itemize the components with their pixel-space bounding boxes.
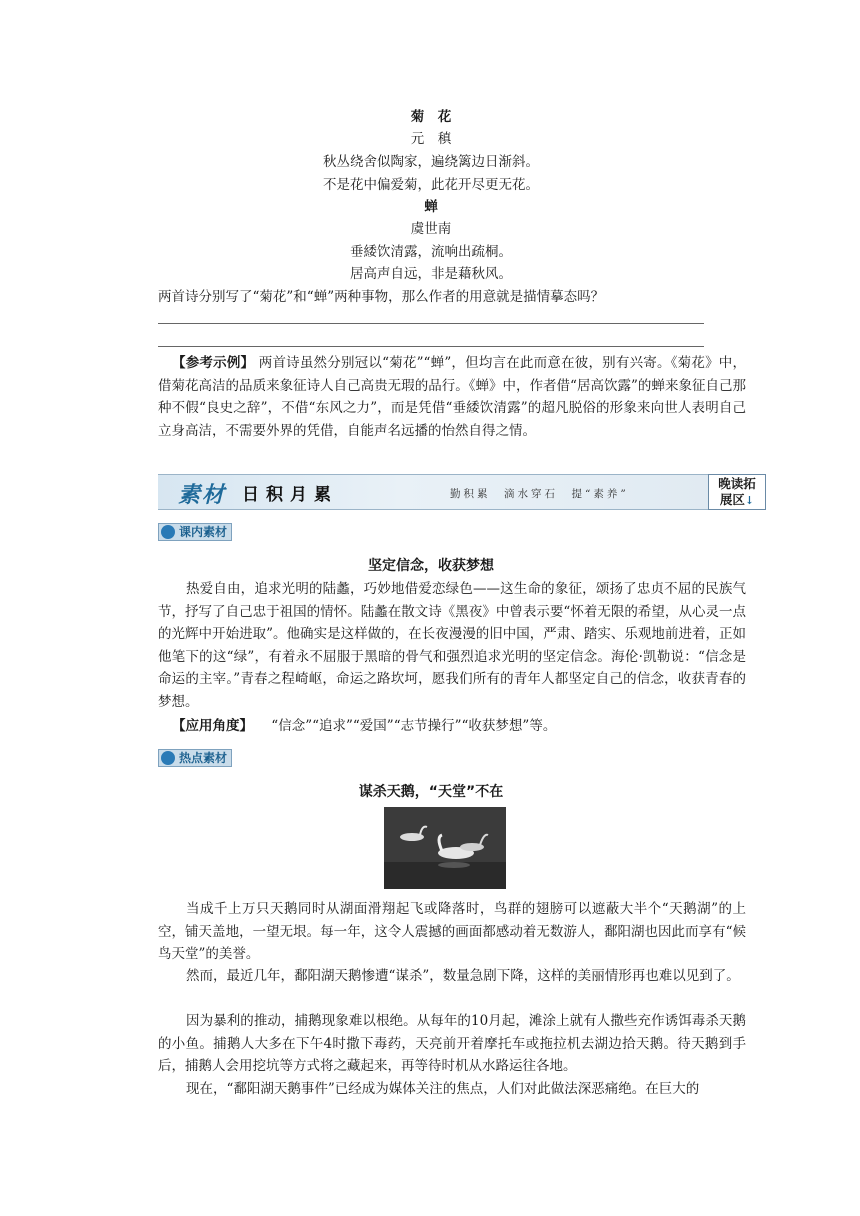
answer-line-1: [158, 323, 704, 324]
section1-apply: [158, 715, 704, 737]
section2-paragraph-2: 然而，最近几年，鄱阳湖天鹅惨遭“谋杀”，数量急剧下降，这样的美丽情形再也难以见到了。: [186, 968, 740, 984]
section-banner: [158, 474, 766, 510]
banner-box: [708, 474, 766, 510]
down-arrow-icon: ↓: [744, 494, 755, 507]
apply-text: “信念”“追求”“爱国”“志节操行”“收获梦想”等。: [271, 718, 557, 734]
banner-box-line2: 展区: [719, 492, 745, 507]
tag-hot-material: [158, 749, 232, 767]
section2-paragraph-3: 因为暴利的推动，捕鹅现象难以根绝。从每年的10月起，滩涂上就有人撒些充作诱饵毒杀天鹅的小鱼。捕鹅人大多在下午4时撒下毒药，天亮前开着摩托车或拖拉机去湖边拾天鹅。待天鹅到手后，捕鹅人会用挖坑等方式将之藏起来，再等待时机从水路运往各地。: [158, 1013, 746, 1074]
poem1-title: 菊 花: [410, 109, 452, 125]
tag-label: 课内素材: [179, 525, 228, 539]
section1-title: 坚定信念，收获梦想: [368, 558, 494, 574]
answer-line-2: [158, 346, 704, 347]
section2-paragraph-4: 现在，“鄱阳湖天鹅事件”已经成为媒体关注的焦点，人们对此做法深恶痛绝。在巨大的: [186, 1081, 700, 1097]
reference-label: 【参考示例】: [172, 355, 255, 371]
swans-image: [384, 807, 506, 889]
reference-text: 两首诗虽然分别冠以“菊花”“蝉”，但均言在此而意在彼，别有兴寄。《菊花》中，借菊花高洁的品质来象征诗人自己高贵无瑕的品行。《蝉》中，作者借“居高饮露”的蝉来象征自己那种不假“良史之辞”，不借“东风之力”，而是凭借“垂緌饮清露”的超凡脱俗的形象来向世人表明自己立身高洁，不需要外界的凭借，自能声名远播的怡然自得之情。: [158, 355, 746, 439]
tag-in-class-material: [158, 523, 232, 541]
banner-slogan: 勤积累 滴水穿石 提“素养”: [450, 488, 629, 500]
section2-title: 谋杀天鹅，“天堂”不在: [358, 784, 504, 800]
poem2-title: 蝉: [424, 199, 438, 215]
poem2-line-1: 垂緌饮清露，流响出疏桐。: [350, 244, 512, 260]
tag-label: 热点素材: [179, 751, 228, 765]
banner-box-line1: 晚读拓: [718, 476, 756, 491]
section2-paragraph-1: 当成千上万只天鹅同时从湖面滑翔起飞或降落时，鸟群的翅膀可以遮蔽大半个“天鹅湖”的上空，铺天盖地，一望无垠。每一年，这令人震撼的画面都感动着无数游人，鄱阳湖也因此而享有“候鸟天堂”的美誉。: [158, 901, 746, 962]
reference-answer: [158, 352, 746, 442]
poem1-author: 元 稹: [410, 131, 452, 147]
tag-badge-icon: [161, 525, 175, 539]
poem1-line-1: 秋丛绕舍似陶家，遍绕篱边日渐斜。: [323, 154, 539, 170]
poem2-author: 虞世南: [410, 221, 452, 237]
banner-label-main: 素材: [178, 482, 227, 508]
swans-photo: [384, 807, 506, 889]
tag-badge-icon: [161, 751, 175, 765]
apply-label: 【应用角度】: [172, 718, 253, 734]
banner-label-sub: 日积月累: [242, 485, 338, 505]
poem2-line-2: 居高声自远，非是藉秋风。: [350, 266, 512, 282]
poem1-line-2: 不是花中偏爱菊，此花开尽更无花。: [323, 177, 539, 193]
section1-body: 热爱自由，追求光明的陆蠡，巧妙地借爱恋绿色——这生命的象征，颂扬了忠贞不屈的民族气节，抒写了自己忠于祖国的情怀。陆蠡在散文诗《黑夜》中曾表示要“怀着无限的希望，从心灵一点的光辉中开始进取”。他确实是这样做的，在长夜漫漫的旧中国，严肃、踏实、乐观地前进着，正如他笔下的这“绿”，有着永不屈服于黑暗的骨气和强烈追求光明的坚定信念。海伦·凯勒说：“信念是命运的主宰。”青春之程崎岖，命运之路坎坷，愿我们所有的青年人都坚定自己的信念，收获青春的梦想。: [158, 581, 746, 710]
question: 两首诗分别写了“菊花”和“蝉”两种事物，那么作者的用意就是描情摹态吗？: [158, 289, 605, 305]
